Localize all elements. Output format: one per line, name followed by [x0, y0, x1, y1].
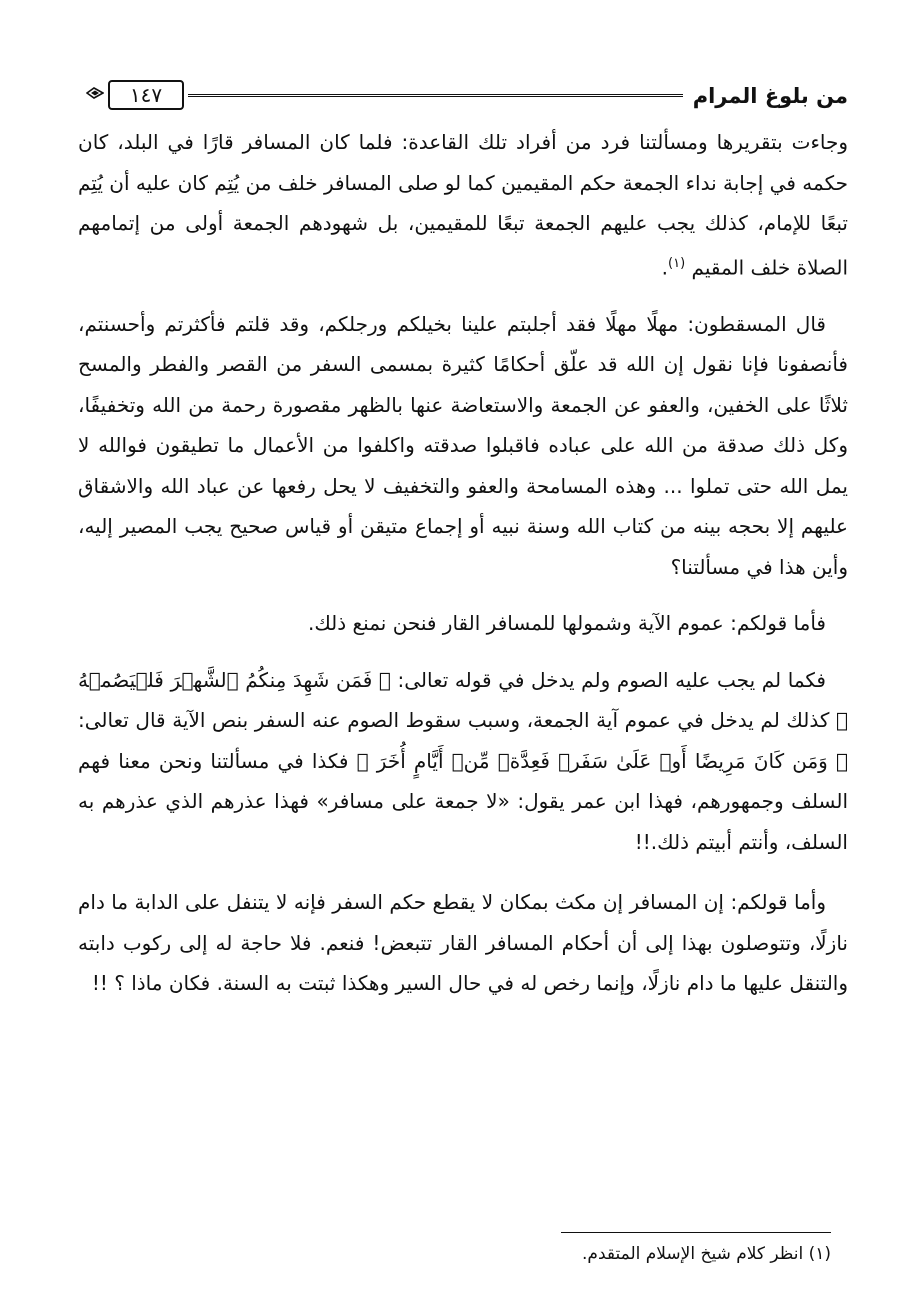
page-header — [78, 80, 848, 114]
paragraph-5 — [78, 882, 848, 1004]
paragraph-2 — [78, 304, 848, 588]
paragraph-4-text: فكما لم يجب عليه الصوم ولم يدخل في قوله تعالى: ﴿ فَمَن شَهِدَ مِنكُمُ ٱلشَّهۡرَ فَلۡيَصُمۡهُ ﴾ كذلك لم يدخل في عموم آية الجمعة، وسبب سقوط الصوم عنه السفر بنص الآية قال تعالى: ﴿ وَمَن كَانَ مَرِيضًا أَوۡ عَلَىٰ سَفَرٖ فَعِدَّةٞ مِّنۡ أَيَّامٍ أُخَرَ ﴾ فكذا في مسألتنا ونحن معنا فهم السلف وجمهورهم، فهذا ابن عمر يقول: «لا جمعة على مسافر» فهذا عذرهم الذي عذرهم به السلف، وأنتم أبيتم ذلك.!! — [78, 667, 848, 854]
footnote-ref: (١) — [668, 255, 686, 271]
paragraph-2-text: قال المسقطون: مهلًا مهلًا فقد أجلبتم علينا بخيلكم ورجلكم، وقد قلتم فأكثرتم وأحسنتم، فأنصفونا فإنا نقول إن الله قد علّق أحكامًا كثيرة بمسمى السفر من القصر والفطر والمسح ثلاثًا على الخفين، والعفو عن الجمعة والاستعاضة عنها بالظهر مقصورة رحمة من الله وتخفيفًا، وكل ذلك صدقة من الله على عباده فاقبلوا صدقته واكلفوا من الأعمال ما تطيقون فوالله لا يمل الله حتى تملوا ... وهذه المسامحة والعفو والتخفيف لا يحل رفعها عن عباد الله والاشقاق عليهم إلا بحجه بينه من كتاب الله وسنة نبيه أو إجماع متيقن أو قياس صحيح يجب المصير إليه، وأين هذا في مسألتنا؟ — [78, 311, 848, 579]
footnote-separator — [561, 1232, 831, 1233]
footnote: (١) انظر كلام شيخ الإسلام المتقدم. — [582, 1244, 831, 1264]
paragraph-4 — [78, 660, 848, 863]
running-title: من بلوغ المرام — [692, 84, 848, 108]
paragraph-1-tail: . — [661, 255, 669, 280]
body-text — [78, 122, 848, 1004]
ornament-icon — [86, 86, 104, 100]
paragraph-3-text: فأما قولكم: عموم الآية وشمولها للمسافر القار فنحن نمنع ذلك. — [307, 611, 826, 636]
paragraph-3 — [78, 603, 848, 644]
header-rule — [188, 94, 683, 97]
paragraph-5-text: وأما قولكم: إن المسافر إن مكث بمكان لا يقطع حكم السفر فإنه لا يتنفل على الدابة ما دام نازلًا، وتتوصلون بهذا إلى أن أحكام المسافر القار تتبعض! فنعم. فلا حاجة له إلى ركوب دابته والتنقل عليها ما دام نازلًا، وإنما رخص له في حال السير وهكذا ثبتت به السنة. فكان ماذا ؟ !! — [78, 890, 848, 996]
page-number: ١٤٧ — [108, 80, 184, 110]
paragraph-1-text: وجاءت بتقريرها ومسألتنا فرد من أفراد تلك القاعدة: فلما كان المسافر قارًا في البلد، كان حكمه في إجابة نداء الجمعة حكم المقيمين كما لو صلى المسافر خلف من يُتِم كان عليه أن يُتِم تبعًا للإمام، كذلك يجب عليهم الجمعة تبعًا للمقيمين، بل شهودهم الجمعة أولى من إتمامهم الصلاة خلف المقيم — [78, 130, 848, 280]
paragraph-1 — [78, 122, 848, 288]
